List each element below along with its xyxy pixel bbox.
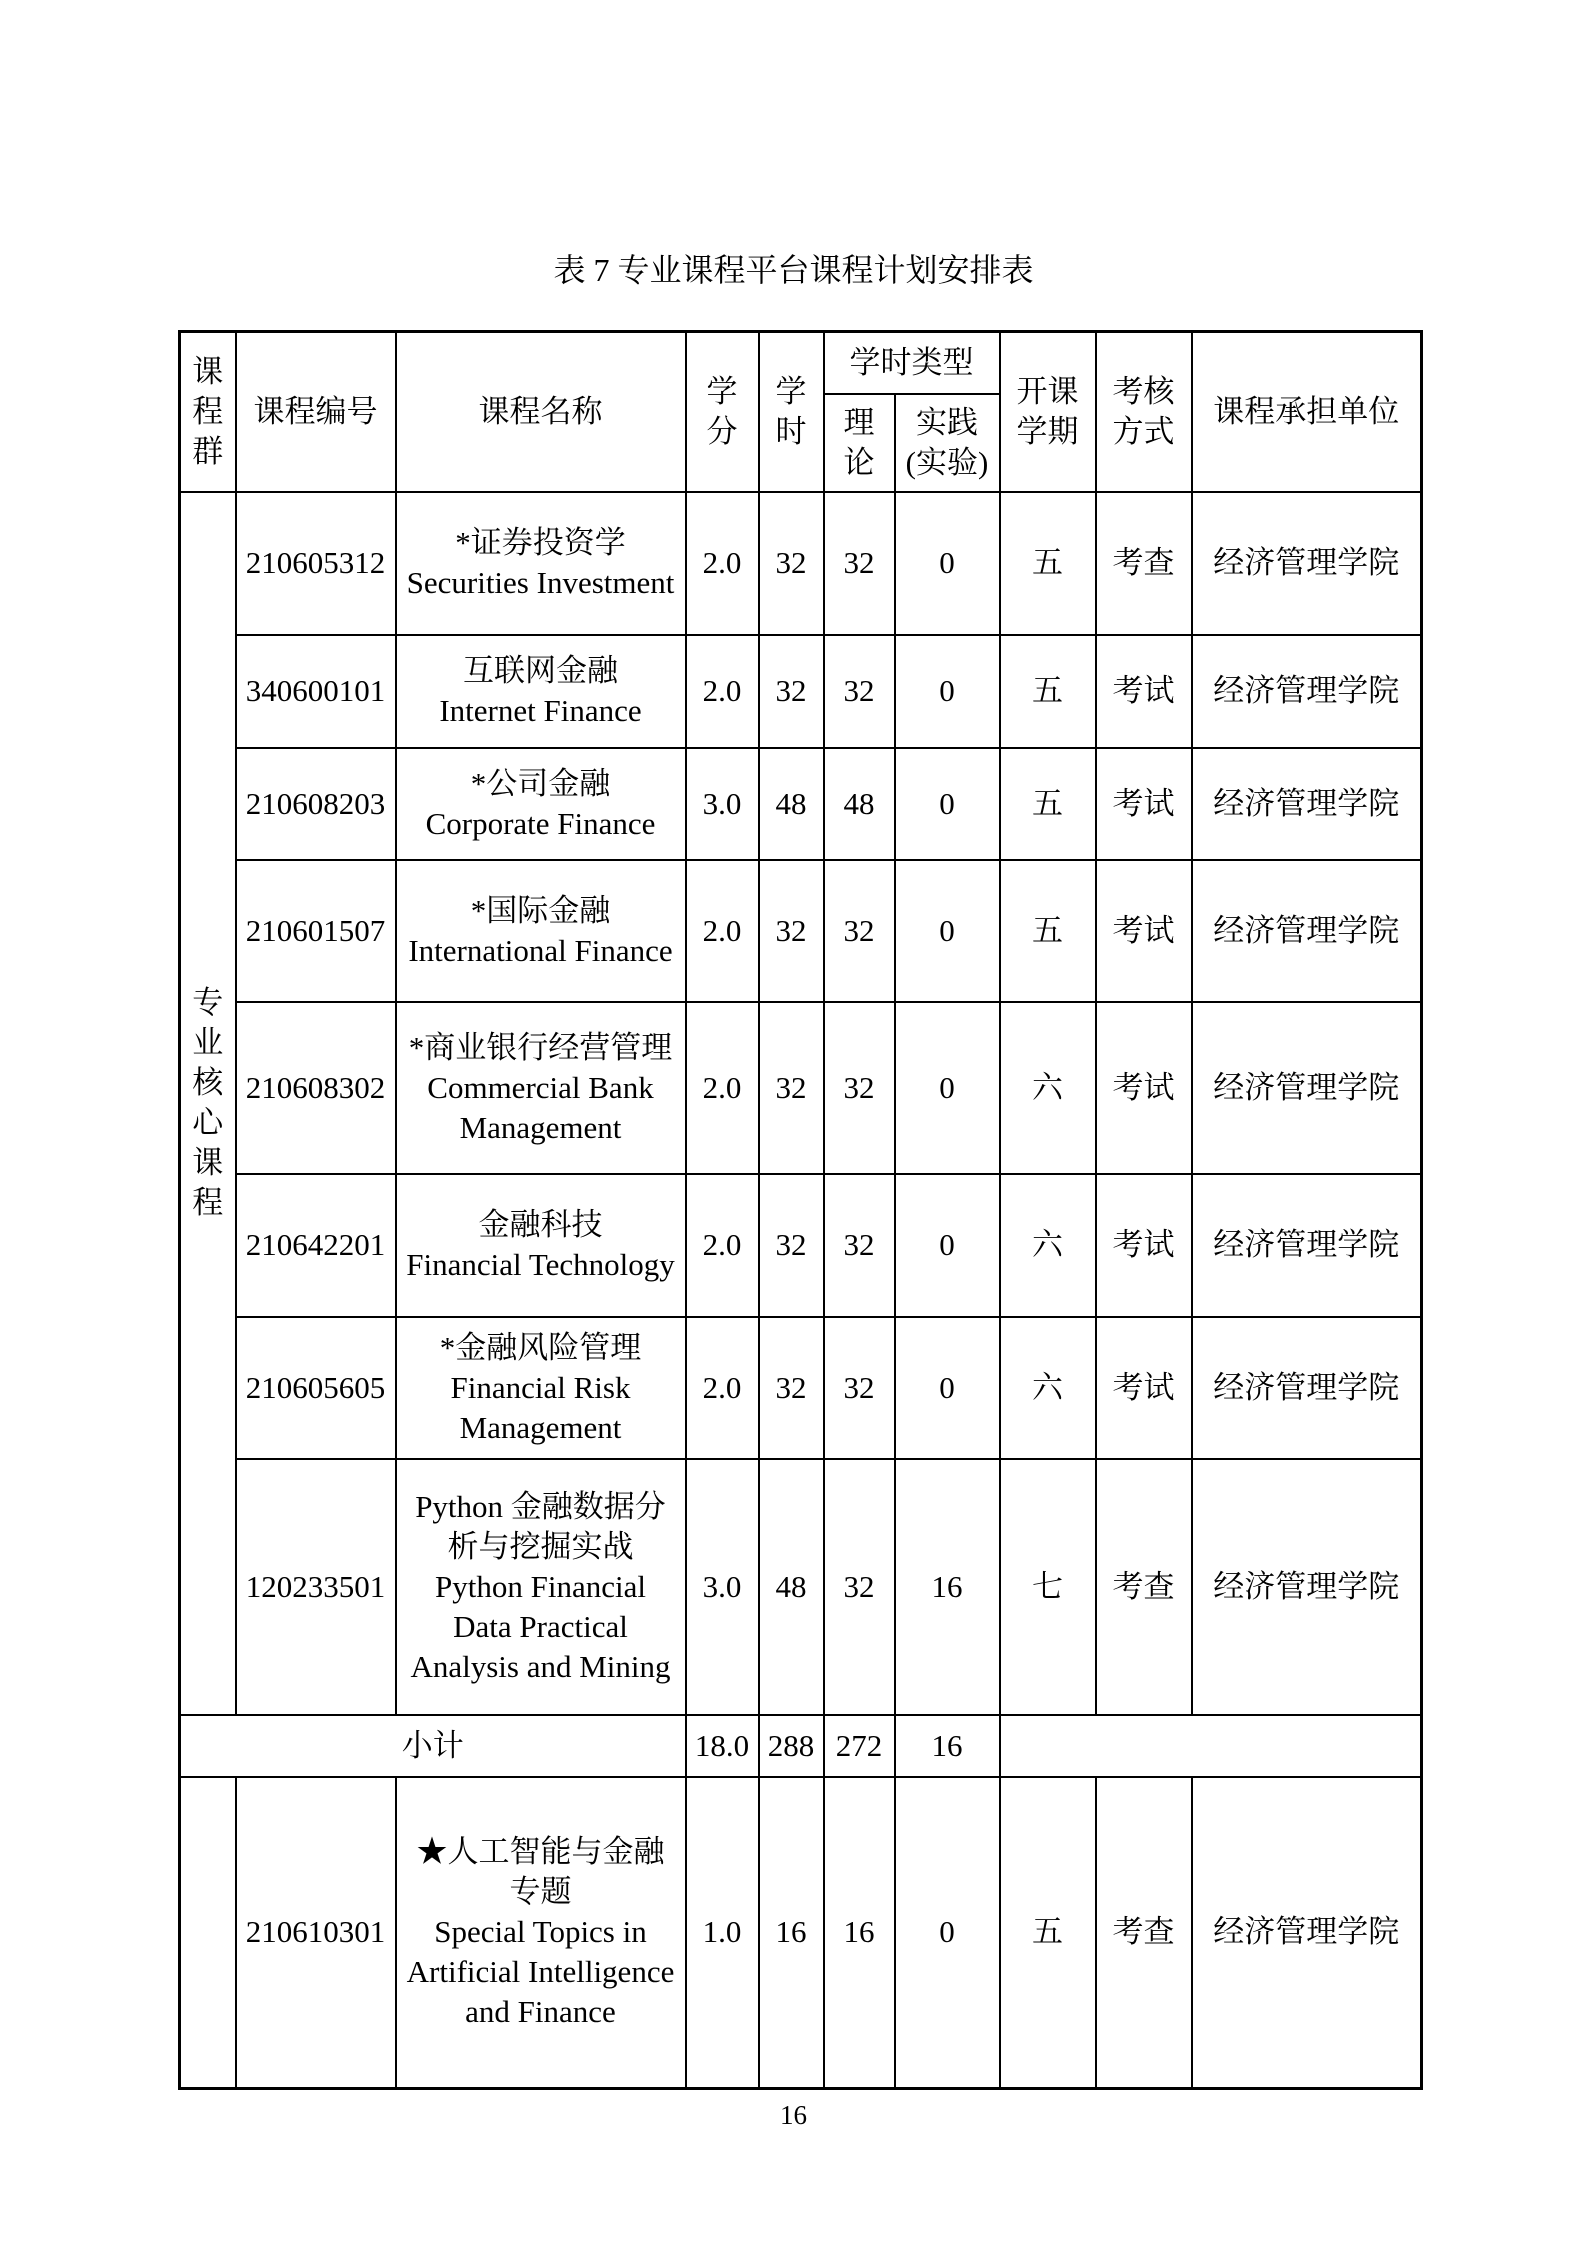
- course-code: 340600101: [236, 635, 396, 748]
- course-theory-hours: 48: [824, 748, 895, 860]
- course-name-zh: *国际金融: [470, 892, 611, 928]
- course-credits: 3.0: [686, 1459, 759, 1715]
- subtotal-empty-cell: [1000, 1715, 1422, 1777]
- course-code: 210601507: [236, 860, 396, 1002]
- page-title: 表 7 专业课程平台课程计划安排表: [553, 252, 1034, 288]
- course-semester: 五: [1000, 492, 1096, 635]
- course-credits: 2.0: [686, 1174, 759, 1317]
- course-practice-hours: 0: [895, 748, 1000, 860]
- course-practice-hours: 0: [895, 635, 1000, 748]
- course-unit: 经济管理学院: [1192, 492, 1422, 635]
- course-row: [180, 748, 1422, 860]
- course-name-cell: [396, 1459, 686, 1715]
- course-semester: 五: [1000, 1777, 1096, 2089]
- course-name-cell: [396, 492, 686, 635]
- course-semester: 七: [1000, 1459, 1096, 1715]
- course-unit: 经济管理学院: [1192, 860, 1422, 1002]
- course-practice-hours: 0: [895, 1174, 1000, 1317]
- course-name-cell: [396, 1002, 686, 1174]
- course-name-cell: [396, 860, 686, 1002]
- course-name-en: Financial Risk Management: [450, 1369, 631, 1445]
- course-assessment: 考试: [1096, 1317, 1192, 1459]
- course-hours: 16: [759, 1777, 824, 2089]
- course-assessment: 考试: [1096, 1002, 1192, 1174]
- course-practice-hours: 16: [895, 1459, 1000, 1715]
- course-code: 210610301: [236, 1777, 396, 2089]
- page-number: 16: [780, 2100, 807, 2130]
- course-credits: 2.0: [686, 860, 759, 1002]
- course-name-zh: 金融科技: [478, 1207, 603, 1242]
- header-course-code: 课程编号: [236, 332, 396, 492]
- course-row: [180, 635, 1422, 748]
- course-name-en: Financial Technology: [406, 1247, 675, 1282]
- course-assessment: 考试: [1096, 748, 1192, 860]
- course-hours: 32: [759, 492, 824, 635]
- course-practice-hours: 0: [895, 1777, 1000, 2089]
- course-unit: 经济管理学院: [1192, 748, 1422, 860]
- course-assessment: 考查: [1096, 1459, 1192, 1715]
- course-name-zh: *证券投资学: [455, 525, 626, 560]
- course-name-zh: *商业银行经营管理: [408, 1029, 673, 1065]
- course-code: 210605312: [236, 492, 396, 635]
- course-row: [180, 1459, 1422, 1715]
- header-semester: 开课学期: [1000, 332, 1096, 492]
- subtotal-theory-hours: 272: [824, 1715, 895, 1777]
- course-hours: 32: [759, 1174, 824, 1317]
- course-theory-hours: 32: [824, 1317, 895, 1459]
- course-theory-hours: 16: [824, 1777, 895, 2089]
- course-assessment: 考试: [1096, 860, 1192, 1002]
- course-unit: 经济管理学院: [1192, 1317, 1422, 1459]
- course-practice-hours: 0: [895, 1002, 1000, 1174]
- course-name-en: Securities Investment: [406, 565, 675, 600]
- course-code: 210642201: [236, 1174, 396, 1317]
- course-name-cell: [396, 1174, 686, 1317]
- course-theory-hours: 32: [824, 860, 895, 1002]
- course-credits: 2.0: [686, 492, 759, 635]
- course-semester: 五: [1000, 748, 1096, 860]
- course-name-cell: [396, 635, 686, 748]
- course-name-en: Commercial Bank Management: [427, 1069, 654, 1145]
- header-course-name: 课程名称: [396, 332, 686, 492]
- header-theory: 理论: [824, 394, 895, 492]
- course-row: [180, 1002, 1422, 1174]
- course-hours: 48: [759, 1459, 824, 1715]
- course-name-zh: ★人工智能与金融专题: [416, 1834, 665, 1910]
- course-code: 210608203: [236, 748, 396, 860]
- header-hours: 学时: [759, 332, 824, 492]
- course-code: 210608302: [236, 1002, 396, 1174]
- course-group-label: [180, 1777, 236, 2089]
- course-semester: 六: [1000, 1174, 1096, 1317]
- course-row: [180, 1317, 1422, 1459]
- header-course-group: 课程群: [180, 332, 236, 492]
- course-unit: 经济管理学院: [1192, 635, 1422, 748]
- course-plan-table: [178, 330, 1423, 2090]
- course-assessment: 考查: [1096, 492, 1192, 635]
- course-unit: 经济管理学院: [1192, 1777, 1422, 2089]
- header-unit: 课程承担单位: [1192, 332, 1422, 492]
- course-semester: 六: [1000, 1317, 1096, 1459]
- course-credits: 2.0: [686, 635, 759, 748]
- course-unit: 经济管理学院: [1192, 1174, 1422, 1317]
- course-name-en: Special Topics in Artificial Intelligence and Finance: [406, 1914, 675, 2030]
- subtotal-row: [180, 1715, 1422, 1777]
- header-assessment: 考核方式: [1096, 332, 1192, 492]
- course-hours: 32: [759, 1002, 824, 1174]
- course-semester: 六: [1000, 1002, 1096, 1174]
- course-name-en: Internet Finance: [439, 693, 642, 728]
- course-unit: 经济管理学院: [1192, 1459, 1422, 1715]
- course-theory-hours: 32: [824, 1002, 895, 1174]
- header-hour-type: 学时类型: [824, 332, 1000, 394]
- course-name-en: Corporate Finance: [425, 805, 656, 841]
- course-name-zh: 互联网金融: [463, 653, 618, 688]
- course-name-cell: [396, 1317, 686, 1459]
- course-row: [180, 492, 1422, 635]
- course-name-zh: *公司金融: [470, 765, 611, 801]
- course-row: [180, 1777, 1422, 2089]
- course-semester: 五: [1000, 860, 1096, 1002]
- header-credits: 学分: [686, 332, 759, 492]
- course-credits: 2.0: [686, 1317, 759, 1459]
- course-theory-hours: 32: [824, 635, 895, 748]
- course-theory-hours: 32: [824, 1459, 895, 1715]
- course-code: 120233501: [236, 1459, 396, 1715]
- course-hours: 32: [759, 635, 824, 748]
- course-name-en: International Finance: [408, 932, 673, 968]
- subtotal-label: 小计: [180, 1715, 686, 1777]
- course-name-cell: [396, 1777, 686, 2089]
- course-practice-hours: 0: [895, 1317, 1000, 1459]
- course-credits: 3.0: [686, 748, 759, 860]
- course-theory-hours: 32: [824, 1174, 895, 1317]
- course-unit: 经济管理学院: [1192, 1002, 1422, 1174]
- header-row-1: [180, 332, 1422, 394]
- course-name-zh: Python 金融数据分析与挖掘实战: [415, 1488, 666, 1564]
- course-name-zh: *金融风险管理: [439, 1329, 642, 1365]
- course-practice-hours: 0: [895, 860, 1000, 1002]
- course-row: [180, 860, 1422, 1002]
- course-hours: 32: [759, 1317, 824, 1459]
- course-theory-hours: 32: [824, 492, 895, 635]
- subtotal-practice-hours: 16: [895, 1715, 1000, 1777]
- course-practice-hours: 0: [895, 492, 1000, 635]
- course-name-en: Python Financial Data Practical Analysis and Mining: [410, 1568, 671, 1684]
- subtotal-hours: 288: [759, 1715, 824, 1777]
- course-credits: 1.0: [686, 1777, 759, 2089]
- course-code: 210605605: [236, 1317, 396, 1459]
- header-practice: 实践(实验): [895, 394, 1000, 492]
- course-hours: 32: [759, 860, 824, 1002]
- course-semester: 五: [1000, 635, 1096, 748]
- subtotal-credits: 18.0: [686, 1715, 759, 1777]
- course-name-cell: [396, 748, 686, 860]
- course-row: [180, 1174, 1422, 1317]
- course-assessment: 考试: [1096, 1174, 1192, 1317]
- course-assessment: 考查: [1096, 1777, 1192, 2089]
- course-group-label: 专业核心课程: [180, 492, 236, 1715]
- course-credits: 2.0: [686, 1002, 759, 1174]
- course-assessment: 考试: [1096, 635, 1192, 748]
- course-hours: 48: [759, 748, 824, 860]
